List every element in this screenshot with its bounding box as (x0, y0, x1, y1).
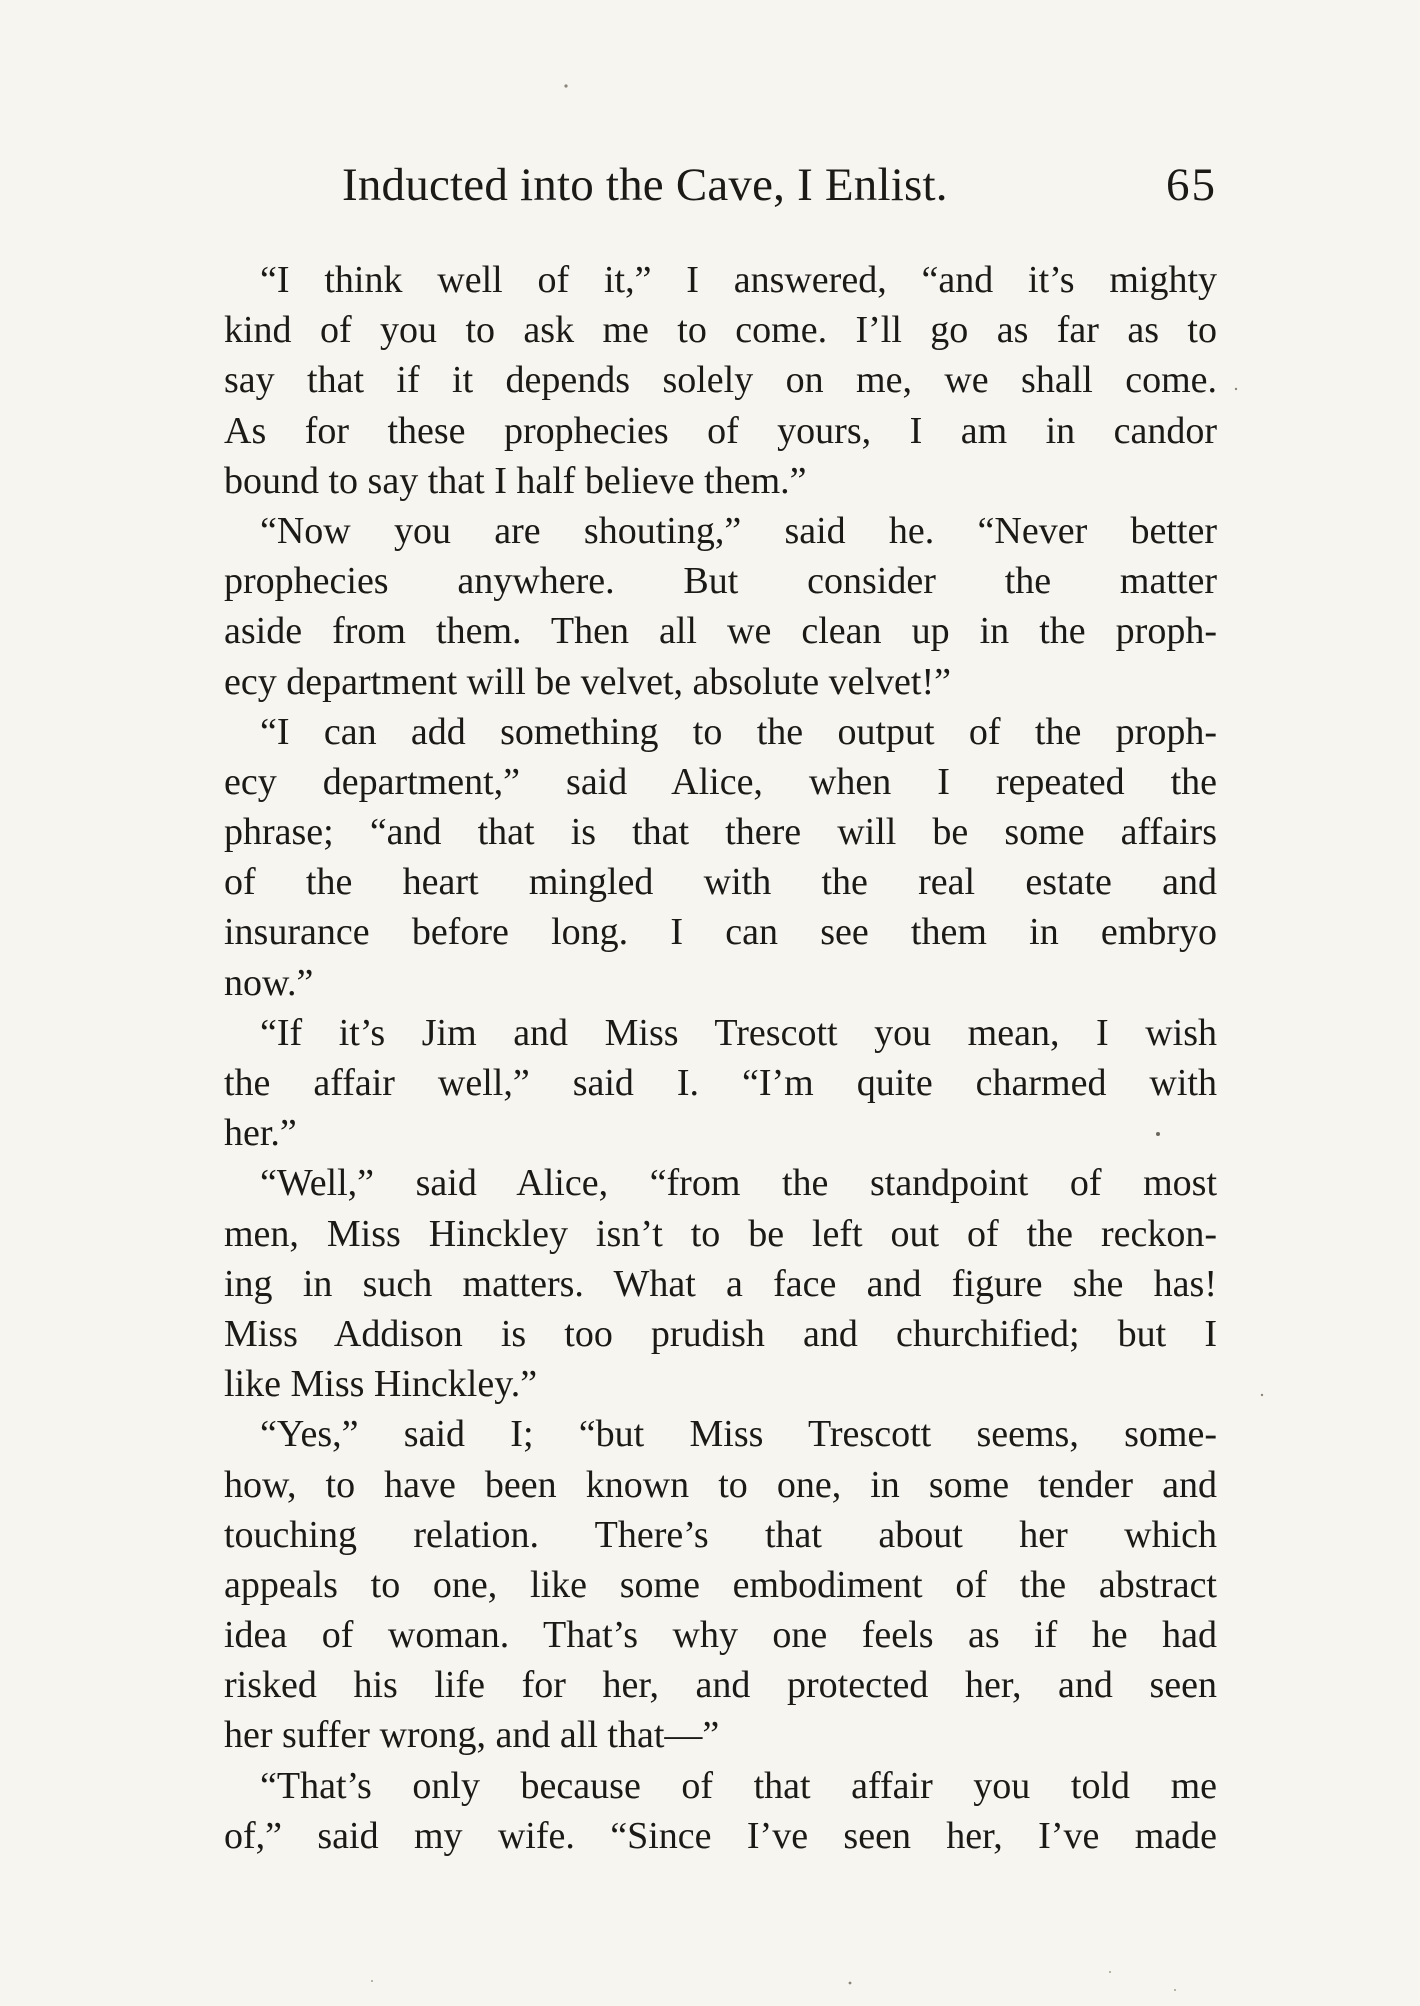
paper-speck (564, 84, 567, 87)
text-line: ecy department,” said Alice, when I repeated the (224, 760, 1217, 803)
text-line: “Yes,” said I; “but Miss Trescott seems, some- (260, 1413, 1217, 1456)
text-line: “I can add something to the output of the proph- (260, 710, 1217, 753)
running-title: Inducted into the Cave, I Enlist. (342, 159, 948, 211)
text-line: “I think well of it,” I answered, “and it’s mighty (260, 259, 1217, 301)
text-line: idea of woman. That’s why one feels as if he had (224, 1614, 1217, 1657)
text-line: touching relation. There’s that about her which (224, 1513, 1217, 1556)
text-line: like Miss Hinckley.” (224, 1363, 538, 1406)
text-line: bound to say that I half believe them.” (224, 459, 807, 502)
text-line: As for these prophecies of yours, I am in candor (224, 409, 1217, 452)
text-line: prophecies anywhere. But consider the matter (224, 560, 1217, 603)
paper-speck (371, 1980, 373, 1982)
text-line: “That’s only because of that affair you told me (260, 1764, 1217, 1807)
text-line: appeals to one, like some embodiment of the abstract (224, 1563, 1217, 1606)
paper-speck (1235, 388, 1237, 390)
text-line: “If it’s Jim and Miss Trescott you mean, I wish (260, 1011, 1217, 1054)
text-line: aside from them. Then all we clean up in the proph- (224, 610, 1217, 653)
paper-speck (1174, 1989, 1176, 1991)
text-line: risked his life for her, and protected her, and seen (224, 1664, 1217, 1707)
text-line: phrase; “and that is that there will be some affairs (224, 811, 1217, 854)
text-line: “Now you are shouting,” said he. “Never better (260, 509, 1217, 552)
text-line: men, Miss Hinckley isn’t to be left out of the reckon- (224, 1212, 1217, 1255)
body-text (224, 255, 1217, 1861)
text-line: ing in such matters. What a face and figure she has! (224, 1262, 1217, 1305)
text-line: Miss Addison is too prudish and churchified; but I (224, 1312, 1217, 1355)
paper-speck (1109, 1971, 1111, 1973)
text-line: kind of you to ask me to come. I’ll go as far as to (224, 309, 1217, 352)
text-line: of the heart mingled with the real estate and (224, 861, 1217, 904)
text-line: her suffer wrong, and all that—” (224, 1714, 720, 1757)
text-line: “Well,” said Alice, “from the standpoint of most (260, 1162, 1217, 1205)
running-head (342, 158, 1217, 230)
text-line: insurance before long. I can see them in embryo (224, 911, 1217, 954)
paper-speck (849, 1982, 852, 1985)
text-line: of,” said my wife. “Since I’ve seen her, I’ve made (224, 1814, 1217, 1857)
text-line: the affair well,” said I. “I’m quite charmed with (224, 1062, 1217, 1104)
text-line: now.” (224, 961, 314, 1004)
text-line: how, to have been known to one, in some tender and (224, 1463, 1217, 1506)
text-line: say that if it depends solely on me, we shall come. (224, 359, 1217, 402)
paper-speck (1261, 1394, 1263, 1396)
page-number: 65 (1166, 159, 1217, 211)
text-line: her.” (224, 1112, 297, 1155)
text-line: ecy department will be velvet, absolute velvet!” (224, 660, 951, 703)
